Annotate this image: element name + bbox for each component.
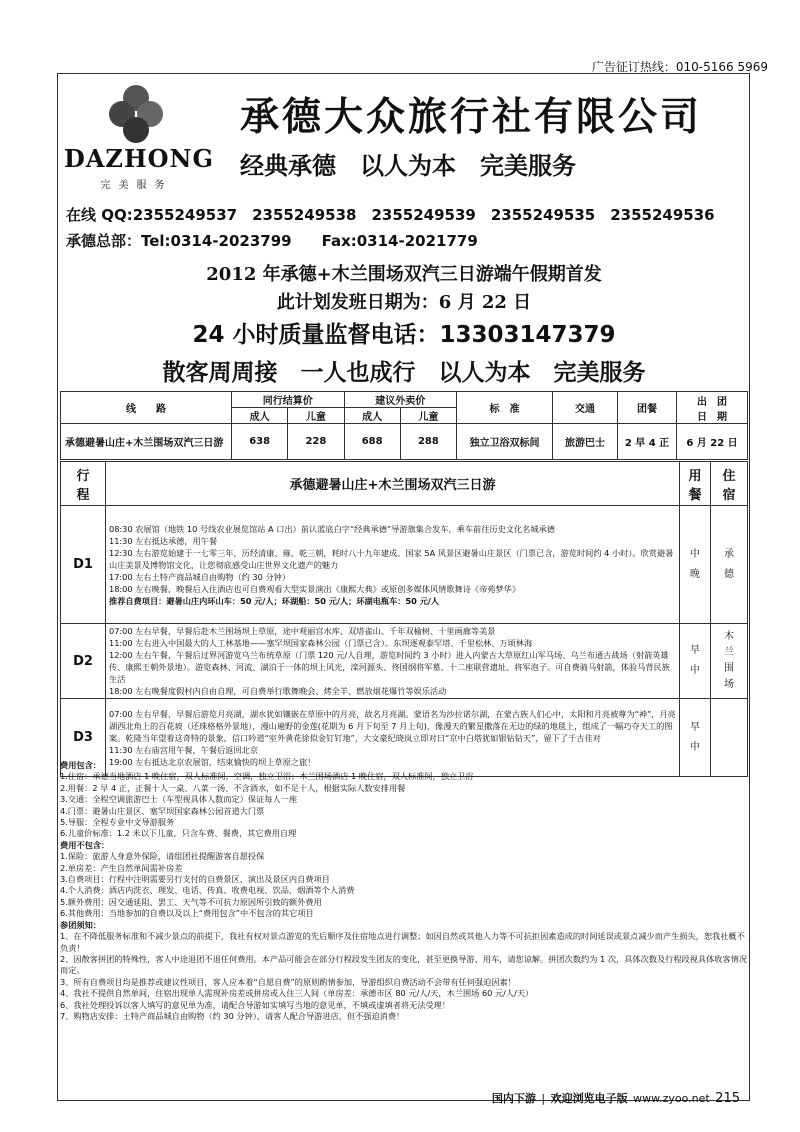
col-route: 线 路	[61, 392, 232, 424]
notice-item: 2、因散客拼团的特殊性，客人中途退团不退任何费用。本产品可能会在部分行程段发生团友的变化，甚至更换导游、用车，请您谅解。拼团次数约为 1 次，具体次数及行程段视具体收客情况而定。	[60, 953, 748, 976]
exclude-item: 5.额外费用：因交通延阻、罢工、天气等不可抗力原因所引致的额外费用	[60, 896, 322, 907]
include-item: 3.交通：全程空调旅游巴士（车型视具体人数而定）保证每人一座	[60, 794, 298, 805]
day-label: D1	[61, 506, 106, 624]
footer-url[interactable]: www.zyoo.net	[633, 1092, 710, 1105]
day-detail	[106, 624, 680, 699]
itin-header-day: 行 程	[61, 462, 106, 506]
day-line: 11:00 左右进入中国最大的人工林基地——塞罕坝国家森林公园（门票已含）。东坝逐观泰罕塔、千里松林、万顷林海	[109, 638, 533, 648]
include-item: 5.导服：全程专业中文导游服务	[60, 817, 175, 828]
sug-adult-price: 688	[344, 424, 400, 460]
diamond-logo-icon	[64, 84, 209, 144]
itin-day-row	[61, 506, 748, 624]
company-name: 承德大众旅行社有限公司	[240, 95, 703, 140]
day-line: 07:00 左右早餐，早餐后赴木兰围场坝上草原，途中观丽宫水库、双塔雀山、千年双榆树、十里画廊等美景	[109, 626, 496, 636]
day-stay: 承 德	[711, 506, 748, 624]
include-item: 1.住宿：承德当地酒店 1 晚住宿，双人标准间，空调，独立卫浴；木兰围场酒店 1 晚住宿，双人标准间，独立卫浴	[60, 771, 474, 782]
day-stay: 木 兰 围 场	[711, 624, 748, 699]
footer-separator: |	[541, 1092, 546, 1105]
itin-day-row	[61, 624, 748, 699]
col-depart: 出 团 日 期	[677, 392, 748, 424]
company-motto: 经典承德 以人为本 完美服务	[240, 152, 576, 180]
page-footer	[490, 1090, 740, 1106]
tour-title: 2012 年承德+木兰围场双汽三日游端午假期首发	[206, 264, 602, 285]
sug-child-price: 288	[400, 424, 456, 460]
meal-plan: 2 早 4 正	[618, 424, 677, 460]
col-standard: 标 准	[457, 392, 553, 424]
itinerary-table	[60, 461, 748, 777]
col-sug-adult: 成人	[344, 408, 400, 424]
day-line: 07:00 左右早餐，早餐后游览月亮湖，湖水犹如镶嵌在草原中的月亮，故名月亮湖。蒙语名为沙拉诺尔湖，在蒙古族人们心中，太阳和月亮被尊为“神”，月亮湖西北角上的百花坡（还珠格格外景地），漫山遍野的金莲(花期为 6 月下旬至 7 月上旬)，像漫天的繁星撒落在无边的绿的地毯上，组成了一幅巧夺天工的图案。乾隆当年望着这奇特的景象，信口吟道“室外黄花徐似金钉钉地”，大文豪纪晓岚立即对曰“京中白塔犹如银钻钻天”，留下了千古佳对	[109, 708, 676, 743]
service-slogan: 散客周周接 一人也成行 以人为本 完美服务	[162, 360, 646, 386]
hq-contacts: 承德总部：Tel:0314-2023799 Fax:0314-2021779	[66, 232, 478, 250]
day-line: 11:30 左右抵达承德，用午餐	[109, 535, 218, 546]
company-logo	[64, 84, 214, 196]
day-label: D2	[61, 624, 106, 699]
exclude-item: 1.保险：旅游人身意外保险，请组团社提醒游客自愿投保	[60, 851, 265, 862]
col-peer-child: 儿童	[288, 408, 344, 424]
day-meal: 中 晚	[680, 506, 711, 624]
day-detail	[106, 506, 680, 624]
depart-date: 6 月 22 日	[677, 424, 748, 460]
itin-header-meal: 用 餐	[680, 462, 711, 506]
notice-item: 4、我社不提供自然单间，住宿出现单人需现补房差或拼房或入住三人间（单房差：承德市区 80 元/人/天，木兰围场 60 元/人/天）	[60, 988, 534, 999]
route-name: 承德避暑山庄+木兰围场双汽三日游	[61, 424, 232, 460]
quality-hotline: 24 小时质量监督电话：13303147379	[192, 322, 616, 348]
include-title: 费用包含：	[60, 760, 101, 770]
logo-wordmark: DAZHONG	[64, 144, 214, 173]
day-line: 18:00 左右晚餐，晚餐后入住酒店也可自费观看大型实景演出《康熙大典》或原创多媒体风情歌舞诗《帝苑梦华》	[109, 583, 521, 594]
departure-date: 此计划发班日期为：6 月 22 日	[276, 292, 532, 313]
day-line: 12:00 左右午餐，午餐后过界河游览乌兰布统草原（门票 120 元/人自理，游览时间约 3 小时）进入内蒙古大草原红山军马场、乌兰布通古战场（射箭英雄传、康熙王朝外景地）。游览森林、河流、湖泊于一体的坝上风光，滦河源头、佟国纲将军墓、十二座联营遗址、将军泡子。可自费骑马射箭，体验马背民族生活	[109, 650, 670, 684]
footer-prompt: 欢迎浏览电子版	[550, 1092, 628, 1105]
col-suggest-price: 建议外卖价	[344, 392, 457, 408]
day-line: 19:00 左右抵达北京农展馆，结束愉快的坝上草原之旅！	[109, 756, 316, 767]
notice-item: 3、所有自费项目均是推荐或建议性项目，客人应本着“自愿自费”的原则酌情参加，导游组织自费活动不会带有任何强迫因素！	[60, 976, 516, 987]
logo-slogan: 完美服务	[100, 180, 173, 191]
notes-section	[60, 760, 748, 1080]
day-line: 12:30 左右游览始建于一七零三年，历经清康、雍、乾三朝，耗时八十九年建成。国家 5A 风景区避暑山庄景区（门票已含，游览时间约 4 小时）。欣赏避暑山庄美景及博物馆文化，让您彻底感受山庄世界文化遗产的魅力	[109, 547, 674, 570]
col-transport: 交通	[553, 392, 618, 424]
footer-section: 国内下游	[491, 1092, 536, 1105]
include-item: 4.门票：避暑山庄景区、塞罕坝国家森林公园首道大门票	[60, 805, 265, 816]
exclude-item: 4.个人消费：酒店内洗衣、理发、电话、传真、收费电视、饮品、烟酒等个人消费	[60, 885, 355, 896]
exclude-item: 6.其他费用：当地参加的自费以及以上“费用包含”中不包含的其它项目	[60, 908, 314, 919]
day-line: 18:00 左右晚餐度假村内自由自理，可自费举行歌舞晚会、烤全羊、燃放烟花爆竹等娱乐活动	[109, 686, 447, 696]
include-item: 6.儿童价标准：1.2 米以下儿童，只含车费、餐费，其它费用自理	[60, 828, 297, 839]
day-label: D3	[61, 699, 106, 777]
exclude-item: 3.自费项目：行程中注明需要另行支付的自费景区、演出及景区内自费项目	[60, 874, 330, 885]
day-line: 08:30 农展馆（地铁 10 号线农业展览馆站 A 口出）前认蓝底白字“经典承德”导游旗集合发车，乘车前往历史文化名城承德	[109, 523, 555, 534]
include-item: 2.用餐：2 早 4 正，正餐十人一桌、八菜一汤、不含酒水，如不足十人，根据实际人数安排用餐	[60, 782, 406, 793]
itin-title: 承德避暑山庄+木兰围场双汽三日游	[106, 462, 680, 506]
itin-header-stay: 住 宿	[711, 462, 748, 506]
exclude-title: 费用不包含：	[60, 839, 110, 850]
notice-item: 6、我社处理投诉以客人填写的意见单为准，请配合导游如实填写当地的意见单，不填或虚填者将无法受理！	[60, 999, 451, 1010]
peer-adult-price: 638	[232, 424, 288, 460]
notice-item: 1、在不降低服务标准和不减少景点的前提下，我社有权对景点游览的先后顺序及住宿地点进行调整；如因自然或其他人力等不可抗拒因素造成的时间延误或景点减少而产生损失，恕我社概不负责！	[60, 931, 745, 953]
notice-title: 参团须知：	[60, 919, 101, 930]
day-line: 11:30 左右庙宫用午餐，午餐后返回北京	[109, 744, 259, 755]
page-number: 215	[715, 1091, 740, 1106]
room-standard: 独立卫浴双标间	[457, 424, 553, 460]
day-line: 17:00 左右土特产商品城自由购物（约 30 分钟）	[109, 571, 291, 582]
col-sug-child: 儿童	[400, 408, 456, 424]
qq-contacts: 在线 QQ:2355249537 2355249538 2355249539 2355249535 2355249536	[66, 206, 715, 224]
price-table	[60, 391, 748, 460]
day-meal: 早 中	[680, 699, 711, 777]
peer-child-price: 228	[288, 424, 344, 460]
day-line: 推荐自费项目：避暑山庄内环山车：50 元/人；环湖船：50 元/人；环湖电瓶车：50 元/人	[109, 595, 440, 606]
notice-item: 7、购物店安排：土特产商品城自由购物（约 30 分钟），请客人配合导游进店，但不强迫消费！	[60, 1010, 405, 1021]
day-meal: 早 中	[680, 624, 711, 699]
col-meal: 团餐	[618, 392, 677, 424]
col-peer-adult: 成人	[232, 408, 288, 424]
ad-hotline: 广告征订热线：010-5166 5969	[591, 60, 768, 74]
transport: 旅游巴士	[553, 424, 618, 460]
exclude-item: 2.单房差：产生自然单间需补房差	[60, 862, 183, 873]
col-peer-price: 同行结算价	[232, 392, 345, 408]
